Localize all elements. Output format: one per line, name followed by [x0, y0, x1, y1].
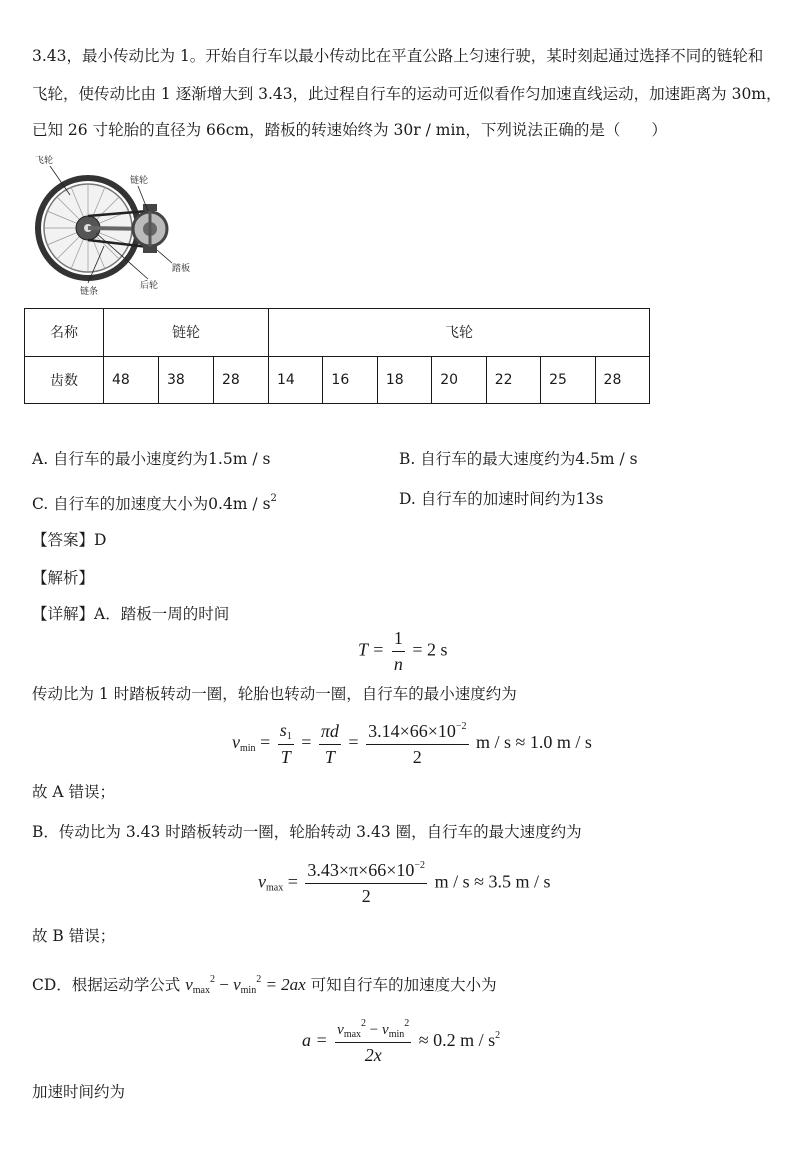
figure-label-chainring: 链轮: [130, 176, 149, 186]
answer-line: 【答案】D: [32, 531, 107, 549]
flywheel-teeth-cell: 16: [323, 356, 377, 404]
option-d: D. 自行车的加速时间约为13s: [399, 490, 604, 508]
pedal-bottom: [143, 246, 157, 253]
question-line-1: 3.43，最小传动比为 1。开始自行车以最小传动比在平直公路上匀速行驶，某时刻起通过选择不同的链轮和: [32, 47, 764, 65]
header-flywheel-cell: 飞轮: [269, 309, 650, 357]
time-text: 加速时间约为: [32, 1083, 126, 1101]
equation-acceleration: a = $\frac{v_{max}^2 - v_{min}^2}{2x}$ ≈ 0.2 m / $s^2$: [302, 1018, 501, 1065]
pedal-top: [143, 204, 157, 211]
option-c-exponent: 2: [270, 493, 277, 504]
flywheel-teeth-cell: 20: [432, 356, 486, 404]
row-label-teeth: 齿数: [25, 356, 104, 404]
option-b: B. 自行车的最大速度约为4.5m / s: [399, 450, 638, 468]
option-c: [32, 489, 277, 514]
flywheel-teeth-cell: 25: [541, 356, 595, 404]
part-b-text: B．传动比为 3.43 时踏板转动一圈，轮胎转动 3.43 圈，自行车的最大速度约为: [32, 823, 582, 841]
question-line-3: 已知 26 寸轮胎的直径为 66cm，踏板的转速始终为 30r / min，下列说法正确的是（ ）: [32, 121, 667, 139]
flywheel-teeth-cell: 18: [377, 356, 431, 404]
equation-max-speed: $v_{max}$ = $\frac{3.43\times\pi\times 66\times 10^{-2}}{2}$ m / s ≈ 3.5 m / s: [258, 860, 551, 906]
part-a-text: 传动比为 1 时踏板转动一圈，轮胎也转动一圈，自行车的最小速度约为: [32, 685, 517, 703]
question-line-2: 飞轮，使传动比由 1 逐渐增大到 3.43，此过程自行车的运动可近似看作匀加速直线运动，加速距离为 30m，: [32, 85, 782, 103]
table-row: [25, 356, 650, 404]
option-a: A. 自行车的最小速度约为1.5m / s: [32, 450, 271, 468]
equation-period: T = $\frac{1}{n}$ = 2 s: [358, 628, 448, 674]
chainring-teeth-cell: 38: [159, 356, 214, 404]
part-a-conclusion: 故 A 错误；: [32, 783, 116, 801]
bicycle-drivetrain-figure: [30, 153, 200, 298]
equation-min-speed: $v_{min}$ = $\frac{s_1}{T}$ = $\frac{\pi d}{T}$ = $\frac{3.14\times 66\times 10^{-2}}{2}$ m / s ≈ 1.0 m / s: [232, 720, 592, 767]
figure-label-pedal: 踏板: [172, 264, 191, 274]
flywheel-teeth-cell: 28: [595, 356, 649, 404]
header-name-cell: 名称: [25, 309, 104, 357]
detail-intro: 【详解】A．踏板一周的时间: [32, 605, 230, 623]
chainring-teeth-cell: 48: [104, 356, 159, 404]
analysis-title: 【解析】: [32, 569, 95, 587]
part-cd-text: CD．根据运动学公式 $v_{max}^2 - v_{min}^2 = 2ax$ 可知自行车的加速度大小为: [32, 974, 497, 996]
kinematics-formula: $v_{max}^2 - v_{min}^2 = 2ax$: [185, 974, 306, 996]
flywheel-teeth-cell: 22: [486, 356, 540, 404]
table-row: [25, 309, 650, 357]
header-chainring-cell: 链轮: [104, 309, 269, 357]
part-b-conclusion: 故 B 错误；: [32, 927, 116, 945]
chainring-teeth-cell: 28: [214, 356, 269, 404]
flywheel-teeth-cell: 14: [269, 356, 323, 404]
figure-label-chain: 链条: [80, 287, 99, 297]
gear-teeth-table: [24, 308, 650, 404]
option-c-text: C. 自行车的加速度大小为0.4m / s: [32, 495, 271, 513]
figure-label-rear-wheel: 后轮: [140, 281, 159, 291]
figure-label-flywheel: 飞轮: [35, 156, 54, 166]
